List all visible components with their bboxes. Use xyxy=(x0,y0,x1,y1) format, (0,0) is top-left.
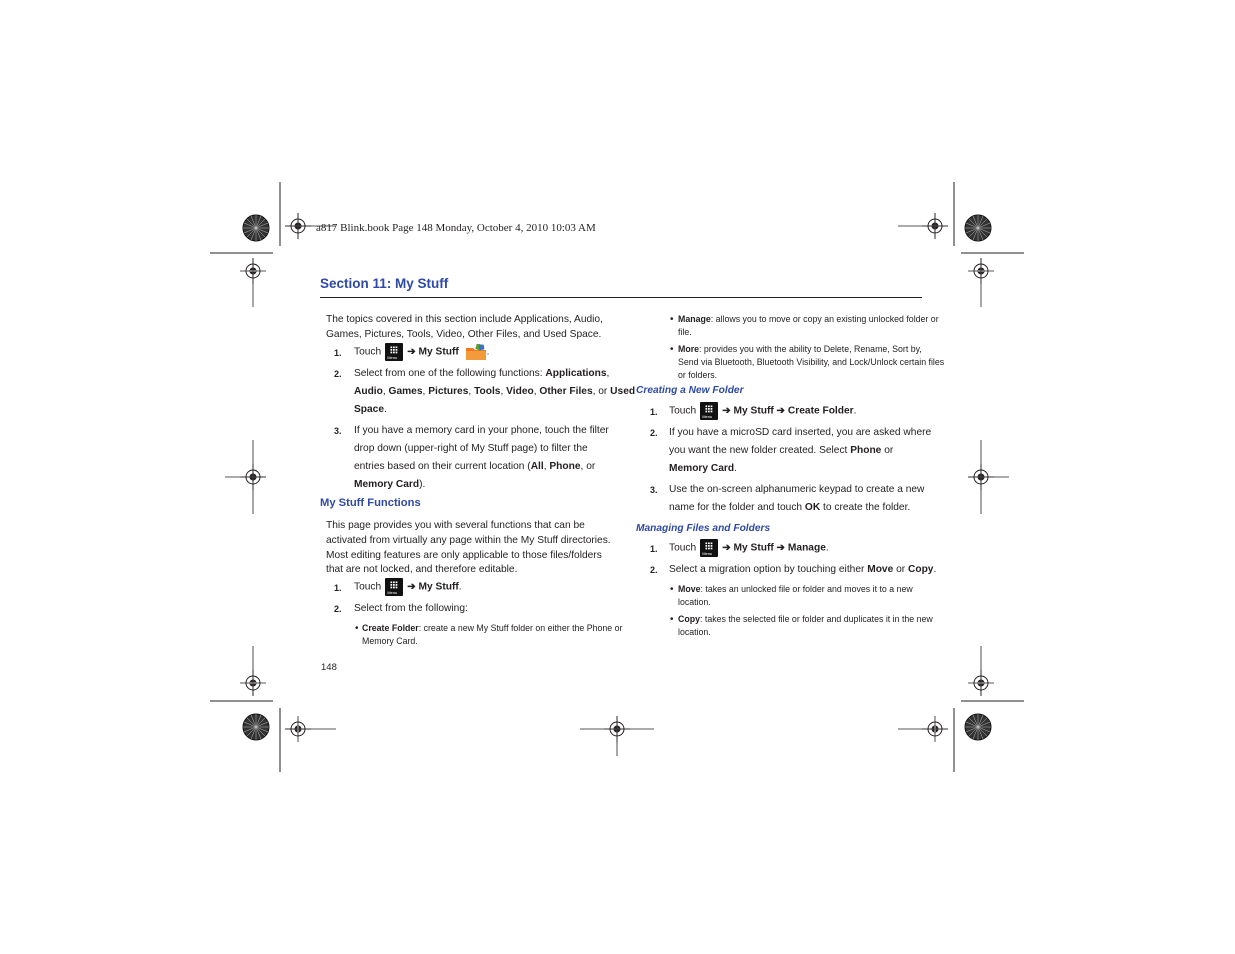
manage-step-1: Touch Menu ➔ My Stuff ➔ Manage. xyxy=(669,539,829,557)
bullet-dot: • xyxy=(670,584,674,595)
step-number: 1. xyxy=(650,407,658,417)
step-number: 2. xyxy=(650,565,658,575)
step-number: 1. xyxy=(334,583,342,593)
bullet-create-folder-line-1: Create Folder: create a new My Stuff folder on either the Phone or xyxy=(362,623,623,633)
step-number: 3. xyxy=(650,485,658,495)
book-header-line: a817 Blink.book Page 148 Monday, October 4, 2010 10:03 AM xyxy=(316,222,596,234)
step-3-line-2: drop down (upper-right of My Stuff page) to filter the xyxy=(354,443,588,454)
menu-grid-icon: Menu xyxy=(385,343,403,361)
my-stuff-folder-icon xyxy=(465,344,487,361)
bullet-dot: • xyxy=(355,623,359,634)
create-step-3-line-2: name for the folder and touch OK to create the folder. xyxy=(669,502,911,513)
bullet-manage-line-1: Manage: allows you to move or copy an existing unlocked folder or xyxy=(678,314,939,324)
subheading-creating-new-folder: Creating a New Folder xyxy=(636,385,744,396)
bullet-create-folder-line-2: Memory Card. xyxy=(362,636,418,646)
functions-step-1: Touch Menu ➔ My Stuff. xyxy=(354,578,462,596)
bullet-dot: • xyxy=(670,314,674,325)
create-step-2-line-1: If you have a microSD card inserted, you are asked where xyxy=(669,427,932,438)
step-number: 3. xyxy=(334,426,342,436)
bullet-move-line-1: Move: takes an unlocked file or folder and moves it to a new xyxy=(678,584,913,594)
manage-step-2: Select a migration option by touching either Move or Copy. xyxy=(669,564,937,575)
step-2-line-3: Space. xyxy=(354,404,387,415)
step-number: 1. xyxy=(650,544,658,554)
step-3-line-1: If you have a memory card in your phone, touch the filter xyxy=(354,425,609,436)
step-2-line-2: Audio, Games, Pictures, Tools, Video, Other Files, or Used xyxy=(354,386,636,397)
bullet-copy-line-2: location. xyxy=(678,627,711,637)
bullet-manage-line-2: file. xyxy=(678,327,692,337)
bullet-dot: • xyxy=(670,344,674,355)
touch-text: Touch xyxy=(354,346,382,358)
bullet-more-line-3: or folders. xyxy=(678,370,718,380)
menu-grid-icon: Menu xyxy=(700,539,718,557)
functions-para-line-4: that are not locked, and therefore editable. xyxy=(326,564,518,575)
section-title: Section 11: My Stuff xyxy=(320,276,449,291)
step-3-line-4: Memory Card). xyxy=(354,479,426,490)
step-number: 2. xyxy=(650,428,658,438)
step-number: 2. xyxy=(334,604,342,614)
functions-para-line-3: Most editing features are only applicable to those files/folders xyxy=(326,550,602,561)
title-rule xyxy=(320,297,922,298)
subheading-my-stuff-functions: My Stuff Functions xyxy=(320,497,421,509)
intro-line-1: The topics covered in this section include Applications, Audio, xyxy=(326,314,603,325)
create-step-2-line-2: you want the new folder created. Select Phone or xyxy=(669,445,894,456)
step-1-touch: Touch Menu ➔ My Stuff . xyxy=(354,343,489,361)
menu-grid-icon: Menu xyxy=(700,402,718,420)
bullet-move-line-2: location. xyxy=(678,597,711,607)
path-text: ➔ My Stuff xyxy=(407,346,459,358)
page-number: 148 xyxy=(321,662,337,673)
subheading-managing-files: Managing Files and Folders xyxy=(636,523,771,534)
create-step-1: Touch Menu ➔ My Stuff ➔ Create Folder. xyxy=(669,402,856,420)
bullet-more-line-1: More: provides you with the ability to Delete, Rename, Sort by, xyxy=(678,344,922,354)
intro-line-2: Games, Pictures, Tools, Video, Other Files, and Used Space. xyxy=(326,329,602,340)
bullet-more-line-2: Send via Bluetooth, Bluetooth Visibility, and Lock/Unlock certain files xyxy=(678,357,945,367)
step-3-line-3: entries based on their current location (All, Phone, or xyxy=(354,461,596,472)
step-2-line-1: Select from one of the following functions: Applications, xyxy=(354,368,610,379)
create-step-3-line-1: Use the on-screen alphanumeric keypad to create a new xyxy=(669,484,925,495)
create-step-2-line-3: Memory Card. xyxy=(669,463,737,474)
menu-grid-icon: Menu xyxy=(385,578,403,596)
step-number: 2. xyxy=(334,369,342,379)
functions-para-line-1: This page provides you with several functions that can be xyxy=(326,520,585,531)
functions-step-2: Select from the following: xyxy=(354,603,468,614)
bullet-copy-line-1: Copy: takes the selected file or folder and duplicates it in the new xyxy=(678,614,933,624)
step-number: 1. xyxy=(334,348,342,358)
functions-para-line-2: activated from virtually any page within the My Stuff directories. xyxy=(326,535,611,546)
bullet-dot: • xyxy=(670,614,674,625)
